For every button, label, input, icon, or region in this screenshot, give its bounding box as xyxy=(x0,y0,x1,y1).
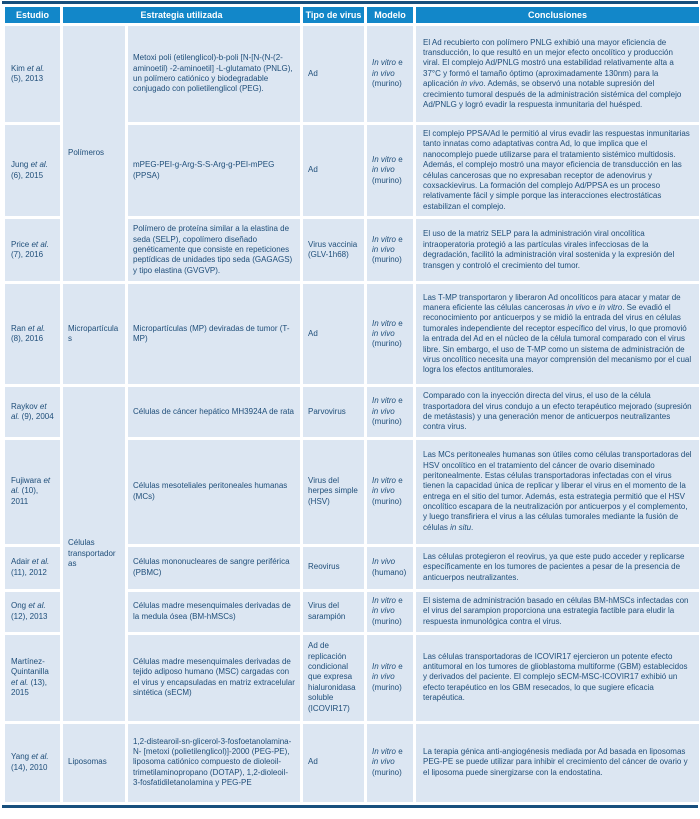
virus-type-cell: Virus del herpes simple (HSV) xyxy=(303,440,364,544)
virus-type-cell: Virus vaccinia (GLV-1h68) xyxy=(303,219,364,281)
model-cell: In vitro e in vivo (murino) xyxy=(367,635,413,721)
model-cell: In vitro e in vivo (murino) xyxy=(367,592,413,632)
virus-type-cell: Parvovirus xyxy=(303,387,364,437)
conclusions-cell: Las células protegieron el reovirus, ya que este pudo acceder y replicarse específicamente en los tumores de pacientes a pesar de la presencia de anticuerpos neutralizantes. xyxy=(416,547,699,589)
table-row xyxy=(5,724,699,802)
studies-table-frame xyxy=(2,1,698,808)
virus-type-cell: Ad xyxy=(303,26,364,122)
virus-type-cell: Ad xyxy=(303,724,364,802)
studies-table xyxy=(2,4,700,805)
conclusions-cell: Las células transportadoras de ICOVIR17 ejercieron un potente efecto antitumoral en los tumores de glioblastoma multiforme (GBM) establecidos y derivados del paciente. El complejo sECM-MSC-ICOVIR17 exhibió un efecto terapéutico en los GBM resecados, lo que sugiere eficacia terapéutica. xyxy=(416,635,699,721)
strategy-description-cell: Células mononucleares de sangre periférica (PBMC) xyxy=(128,547,300,589)
strategy-description-cell: Células mesoteliales peritoneales humanas (MCs) xyxy=(128,440,300,544)
model-cell: In vitro e in vivo (murino) xyxy=(367,125,413,216)
table-body xyxy=(5,26,699,802)
study-cell: Fujiwara et al. (10), 2011 xyxy=(5,440,60,544)
study-cell: Yang et al. (14), 2010 xyxy=(5,724,60,802)
conclusions-cell: Comparado con la inyección directa del virus, el uso de la célula trasportadora del virus condujo a un efecto terapéutico mejorado (supresión de metástasis) y una generación menor de anticuerpos neutralizantes contra virus. xyxy=(416,387,699,437)
strategy-description-cell: Metoxi poli (etilenglicol)-b-poli [N-[N-(N-(2-aminoetil) -2-aminoetil] -L-glutamato (PNLG), un polímero catiónico y biodegradable conjugado con polietilenglicol (PEG). xyxy=(128,26,300,122)
table-row xyxy=(5,26,699,122)
table-row xyxy=(5,284,699,384)
conclusions-cell: El complejo PPSA/Ad le permitió al virus evadir las respuestas inmunitarias tanto innatas como adaptativas contra Ad, lo que implica que el nanocomplejo puede utilizarse para el tratamiento sistémico multidosis. Además, el complejo mostró una mayor eficiencia de transducción en las células cancerosas que no expresaban receptor de adenovirus y coxsackievirus. La formación del complejo Ad/PPSA es un proceso relativamente fácil y simple porque las interacciones electrostáticas estabilizan el complejo. xyxy=(416,125,699,216)
model-cell: In vitro e in vivo (murino) xyxy=(367,440,413,544)
conclusions-cell: La terapia génica anti-angiogénesis mediada por Ad basada en liposomas PEG-PE se puede utilizar para inhibir el crecimiento del cáncer de ovario y el liposoma puede sinergizarse con la endostatina. xyxy=(416,724,699,802)
virus-type-cell: Ad xyxy=(303,125,364,216)
model-cell: In vivo (humano) xyxy=(367,547,413,589)
strategy-description-cell: Micropartículas (MP) deviradas de tumor (T-MP) xyxy=(128,284,300,384)
strategy-description-cell: Células madre mesenquimales derivadas de tejido adiposo humano (MSC) cargadas con el virus y encapsuladas en matriz extracelular sintética (sECM) xyxy=(128,635,300,721)
header-row xyxy=(5,7,699,23)
virus-type-cell: Ad xyxy=(303,284,364,384)
study-cell: Price et al. (7), 2016 xyxy=(5,219,60,281)
virus-type-cell: Virus del sarampión xyxy=(303,592,364,632)
strategy-description-cell: Células madre mesenquimales derivadas de la medula ósea (BM-hMSCs) xyxy=(128,592,300,632)
conclusions-cell: Las MCs peritoneales humanas son útiles como células transportadoras del HSV oncolítico en el tratamiento del cáncer de ovario diseminado peritonealmente. Estas células transportadoras infectadas con el virus tienen la capacidad única de replicar y liberar el virus en el momento de la entrega en el sitio del tumor. Además, esta estrategia permitió que el HSV oncolítico escapara de la neutralización por anticuerpos y el complemento, y luego transfiriera el virus a las células tumorales mediante la fusión de células in situ. xyxy=(416,440,699,544)
conclusions-cell: El sistema de administración basado en células BM-hMSCs infectadas con el virus del sarampion proporciona una estrategia factible para eludir la respuesta inmunológica contra el virus. xyxy=(416,592,699,632)
model-cell: In vitro e in vivo (murino) xyxy=(367,26,413,122)
model-cell: In vitro e in vivo (murino) xyxy=(367,724,413,802)
column-header-modelo: Modelo xyxy=(367,7,413,23)
study-cell: Martínez-Quintanilla et al. (13), 2015 xyxy=(5,635,60,721)
study-cell: Raykov et al. (9), 2004 xyxy=(5,387,60,437)
table-header xyxy=(5,7,699,23)
study-cell: Ong et al. (12), 2013 xyxy=(5,592,60,632)
virus-type-cell: Reovirus xyxy=(303,547,364,589)
strategy-category-cell: Polímeros xyxy=(63,26,125,281)
strategy-description-cell: Células de cáncer hepático MH3924A de rata xyxy=(128,387,300,437)
strategy-category-cell: Liposomas xyxy=(63,724,125,802)
model-cell: In vitro e in vivo (murino) xyxy=(367,387,413,437)
study-cell: Ran et al. (8), 2016 xyxy=(5,284,60,384)
strategy-category-cell: Micropartículas xyxy=(63,284,125,384)
table-row xyxy=(5,387,699,437)
column-header-estrategia: Estrategia utilizada xyxy=(63,7,300,23)
model-cell: In vitro e in vivo (murino) xyxy=(367,284,413,384)
column-header-estudio: Estudio xyxy=(5,7,60,23)
study-cell: Jung et al. (6), 2015 xyxy=(5,125,60,216)
column-header-tipo-virus: Tipo de virus xyxy=(303,7,364,23)
virus-type-cell: Ad de replicación condicional que expresa hialuronidasa soluble (ICOVIR17) xyxy=(303,635,364,721)
strategy-description-cell: 1,2-distearoil-sn-glicerol-3-fosfoetanolamina-N- [metoxi (polietilenglicol)]-2000 (PEG-PE), liposoma catiónico compuesto de dioleoil-trimetilaminopropano (DOTAP), 1,2-dioleoil-3-fosfatidiletanolamina y PEG-PE xyxy=(128,724,300,802)
study-cell: Kim et al. (5), 2013 xyxy=(5,26,60,122)
strategy-description-cell: Polímero de proteína similar a la elastina de seda (SELP), copolímero diseñado genéticamente que consiste en repeticiones peptídicas de unidades tipo seda (GAGAGS) y tipo elastina (GVGVP). xyxy=(128,219,300,281)
conclusions-cell: Las T-MP transportaron y liberaron Ad oncolíticos para atacar y matar de manera eficiente las células cancerosas in vivo e in vitro. Se evadió el reconocimiento por anticuerpos y se midió la entrada del virus en células tumorales independiente del receptor específico del virus, lo que promovió la entrada del Ad en el núcleo de la célula tumoral comparado con el virus libre. Sin embargo, el uso de T-MP como un sistema de administración de virus oncolítico necesita una mayor comprensión del mecanismo por el cual logra los efectos antitumorales. xyxy=(416,284,699,384)
conclusions-cell: El uso de la matriz SELP para la administración viral oncolítica intraoperatoria protegió a las partículas virales infecciosas de la degradación, facilitó la administración viral sostenida y la expresión del transgen y controló el crecimiento del tumor. xyxy=(416,219,699,281)
study-cell: Adair et al. (11), 2012 xyxy=(5,547,60,589)
strategy-category-cell: Células transportadoras xyxy=(63,387,125,721)
strategy-description-cell: mPEG-PEI-g-Arg-S-S-Arg-g-PEI-mPEG (PPSA) xyxy=(128,125,300,216)
column-header-conclusiones: Conclusiones xyxy=(416,7,699,23)
conclusions-cell: El Ad recubierto con polímero PNLG exhibió una mayor eficiencia de transducción, lo que resultó en un mejor efecto oncolítico y producción viral. El complejo Ad/PNLG mostró una estabilidad relativamente alta a 37°C y formó el tamaño óptimo (aproximadamente 130nm) para la aplicación in vivo. Además, se observó una notable supresión del crecimiento tumoral después de la administración sistémica del complejo Ad/PNLG y logró evadir la respuesta inmunitaria del huésped. xyxy=(416,26,699,122)
model-cell: In vitro e in vivo (murino) xyxy=(367,219,413,281)
